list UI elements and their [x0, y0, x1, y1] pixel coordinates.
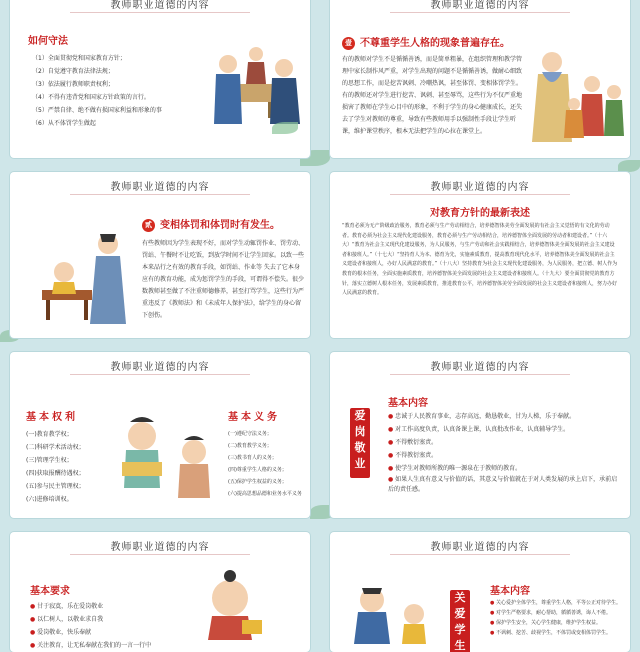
- title-divider: [70, 374, 250, 375]
- banner-char: 爱: [354, 409, 366, 422]
- list-item: （2）自觉遵守教育法律法规；: [32, 68, 114, 75]
- list-item: （3）依法履行教师职责权利；: [32, 81, 114, 88]
- slide-title: 教师职业道德的内容: [430, 182, 530, 193]
- slide-title: 教师职业道德的内容: [110, 182, 210, 193]
- slide-8[interactable]: [330, 532, 630, 652]
- list-item: (三)教书育人的义务；: [228, 455, 277, 461]
- banner-char: 爱: [454, 607, 466, 620]
- list-item: （5）严禁自律、绝不做有损国家利益和形象的事: [32, 107, 162, 114]
- section-heading: [142, 216, 280, 232]
- list-item: ● 如果人生真有意义与价值的话，其意义与价值就在于对人类发展的承上启下，承前启后的责任感。: [388, 476, 618, 493]
- list-item: (四)获取报酬待遇权；: [26, 470, 85, 477]
- title-divider: [70, 194, 250, 195]
- students-reading-illustration: [112, 408, 222, 508]
- title-divider: [70, 12, 250, 13]
- list-item: (二)科研学术活动权；: [26, 444, 85, 451]
- slide-title: 教师职业道德的内容: [110, 362, 210, 373]
- list-item: ● 对学生严格要求，耐心帮助，循循善诱，诲人不倦。: [490, 610, 611, 616]
- paragraph: “教育必须为无产阶级政治服务，教育必须与生产劳动相结合，培养德智体美劳全面发展的有社会主义觉悟的有文化的劳动者。教育必须为社会主义现代化建设服务，教育必须与生产劳动相结合，培养德智体全面发展的劳动者和建设者。”（十六大）“教育为社会主义现代化建设服务，为人民服务，与生产劳动和社会实践相结合，培养德智体美全面发展的社会主义建设者和接班人。”（十七大）“坚持育人为本、德育为先，实施素质教育，提高教育现代化水平，培养德智体美全面发展的社会主义建设者和接班人，办好人民满意的教育。”（十八大）坚持教育为社会主义现代化建设服务，为人民服务，把立德、树人作为教育的根本任务，全面实施素质教育，培养德智体美全面发展的社会主义建设者和接班人。（十九大）要全面贯彻党的教育方针，落实立德树人根本任务，发展素质教育，推进教育公平，培养德智体美劳全面发展的社会主义建设者和接班人，努力办好人民满意的教育。: [342, 223, 618, 297]
- banner-char: 敬: [354, 441, 366, 454]
- rights-heading: 基本权利: [26, 412, 78, 423]
- section-heading: 如何守法: [28, 36, 68, 47]
- title-divider: [390, 12, 570, 13]
- slide-7[interactable]: [10, 532, 310, 652]
- section-heading: [342, 34, 510, 50]
- duties-heading: 基本义务: [228, 412, 280, 423]
- list-item: （6）从不体罚学生做起: [32, 120, 96, 127]
- number-badge: 壹: [342, 37, 355, 50]
- banner-char: 业: [354, 457, 366, 470]
- title-divider: [70, 554, 250, 555]
- list-item: (四)尊重学生人格的义务；: [228, 467, 287, 473]
- slide-title: 教师职业道德的内容: [430, 362, 530, 373]
- slide-title: 教师职业道德的内容: [430, 0, 530, 11]
- list-item: ● 忠诚于人民教育事业，志存高远，勤恳敬业，甘为人梯，乐于奉献。: [388, 413, 576, 420]
- slide-title: 教师职业道德的内容: [430, 542, 530, 553]
- list-item: ● 关心爱护全体学生，尊重学生人格，平等公正对待学生。: [490, 600, 621, 606]
- section-heading-text: 变相体罚和体罚时有发生。: [160, 220, 280, 231]
- list-item: （1）全面贯彻党和国家教育方针；: [32, 55, 126, 62]
- list-item: ● 对工作高度负责，认真备课上课，认真批改作业，认真辅导学生。: [388, 426, 570, 433]
- number-badge: 贰: [142, 219, 155, 232]
- section-heading-text: 不尊重学生人格的现象普遍存在。: [360, 38, 510, 49]
- slide-3[interactable]: [10, 172, 310, 338]
- vertical-banner: [450, 590, 470, 652]
- list-item: ● 使学生对教师所教的唯一源泉在于教师的教育。: [388, 465, 522, 472]
- list-item: ● 甘于寂寞，乐在爱岗敬业: [30, 603, 104, 610]
- paragraph: 有的教师对学生不是循循善诱，而是简单粗暴，在组织管理和教学管理中家长制作风严重，对学生出现的问题不是循循善诱，做耐心细致的思想工作，而是挖苦讽刺、冷嘲热讽，甚至体罚、变相体罚学生。有的教师还对学生进行挖苦、讽刺、甚至辱骂，这些行为不仅严重地损害了教师在学生心目中的形象，不利于学生的身心健康成长，还失去了学生对教师的尊重，导致有些教师用手以强制性手段让学生听课，维护课堂秩序，根本无法把学生的心拉在课堂上。: [342, 56, 523, 135]
- list-item: ● 不讽刺、挖苦、歧视学生，不体罚或变相体罚学生。: [490, 630, 611, 636]
- banner-char: 生: [454, 639, 466, 652]
- section-heading: 基本内容: [388, 398, 428, 409]
- slide-4[interactable]: [330, 172, 630, 338]
- list-item: (五)参与民主管理权；: [26, 483, 85, 490]
- leaf-decoration: [272, 122, 298, 134]
- list-item: ● 关注教育，让无私奉献在我们的一言一行中: [30, 642, 152, 649]
- list-item: (一)教育教学权；: [26, 431, 73, 438]
- teacher-scolding-illustration: [28, 228, 138, 328]
- list-item: ● 以仁树人，以敬业求自我: [30, 616, 104, 623]
- list-item: (三)管理学生权；: [26, 457, 73, 464]
- list-item: (二)教育教学义务；: [228, 443, 272, 449]
- list-item: (一)遵纪守法义务；: [228, 431, 272, 437]
- slide-1[interactable]: [10, 0, 310, 158]
- list-item: (五)保护学生权益的义务；: [228, 479, 287, 485]
- section-heading: 基本要求: [30, 586, 70, 597]
- slide-2[interactable]: [330, 0, 630, 158]
- list-item: ● 保护学生安全，关心学生健康，维护学生权益。: [490, 620, 601, 626]
- teacher-students-illustration: [522, 32, 628, 152]
- banner-char: 岗: [354, 425, 366, 438]
- list-item: ● 爱岗敬业，快乐奉献: [30, 629, 92, 636]
- slide-title: 教师职业道德的内容: [110, 542, 210, 553]
- slide-title: 教师职业道德的内容: [110, 0, 210, 11]
- list-item: ● 不得敷衍塞责。: [388, 439, 438, 446]
- child-student-illustration: [190, 568, 270, 640]
- teacher-child-illustration: [342, 584, 438, 644]
- background-leaf: [618, 160, 640, 172]
- section-heading: 基本内容: [490, 586, 530, 597]
- scholars-illustration: [206, 34, 306, 134]
- list-item: (六)提高思想品德和业务水平义务: [228, 491, 302, 497]
- banner-char: 关: [454, 591, 466, 604]
- slide-5[interactable]: [10, 352, 310, 518]
- section-heading: 对教育方针的最新表述: [430, 208, 530, 219]
- title-divider: [390, 554, 570, 555]
- banner-char: 学: [454, 623, 466, 636]
- list-item: ● 不得教衍塞责。: [388, 452, 438, 459]
- vertical-banner: [350, 408, 370, 478]
- list-item: （4）不得有违背党和国家方针政策的言行。: [32, 94, 150, 101]
- list-item: (六)进修培训权。: [26, 496, 73, 503]
- paragraph: 有些教师因为学生表现不好，而对学生动辄罚作业、罚劳动、罚站、午餐时不让吃饭，到放学时间不让学生回家。以致一些本来品行之有效的教育手段，如罚站、作业等 失去了它本身应有的教育功能，成为惩罚学生的手段，可谓得不偿失。很少数教师甚至做了不注重师德修养，甚至打骂学生，这些行为严重违反了《教师法》和《未成年人保护法》，给学生的身心留下创伤。: [142, 240, 305, 319]
- title-divider: [390, 194, 570, 195]
- slide-6[interactable]: [330, 352, 630, 518]
- title-divider: [390, 374, 570, 375]
